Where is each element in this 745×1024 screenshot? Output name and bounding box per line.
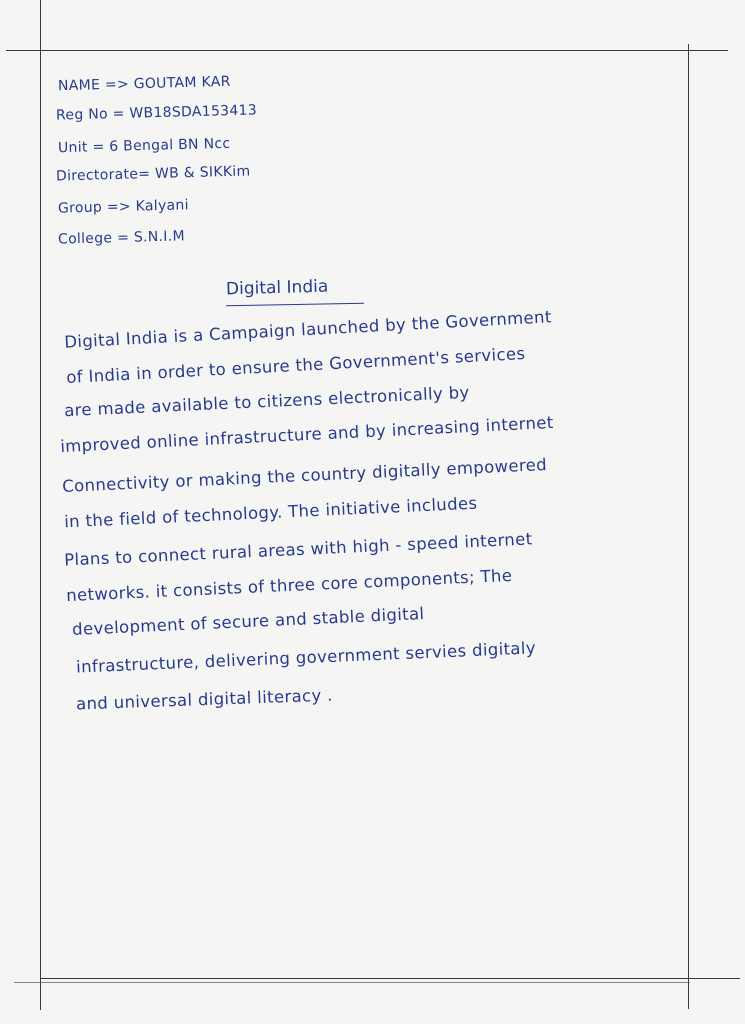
top-margin-line: [6, 50, 728, 51]
group-line: Group => Kalyani: [57, 197, 190, 217]
title-underline: [226, 303, 364, 306]
bottom-margin-line: [40, 978, 740, 979]
unit-line: Unit = 6 Bengal BN Ncc: [57, 135, 231, 157]
essay-line: and universal digital literacy .: [75, 685, 334, 714]
left-margin-line: [40, 0, 41, 1010]
essay-line: infrastructure, delivering government servies digitaly: [75, 638, 537, 677]
directorate-line: Directorate= WB & SIKKim: [55, 163, 251, 185]
essay-line: Digital India is a Campaign launched by the Government: [63, 307, 553, 352]
essay-line: of India in order to ensure the Government's services: [65, 343, 526, 388]
essay-line: Plans to connect rural areas with high - speed internet: [63, 529, 533, 570]
essay-line: improved online infrastructure and by increasing internet: [59, 412, 555, 457]
right-margin-line: [688, 44, 689, 1009]
essay-line: are made available to citizens electronically by: [63, 382, 470, 421]
reg-no-line: Reg No = WB18SDA153413: [55, 102, 258, 124]
essay-line: development of secure and stable digital: [71, 604, 425, 639]
essay-line: Connectivity or making the country digitally empowered: [61, 455, 548, 496]
essay-line: in the field of technology. The initiative includes: [63, 493, 478, 532]
college-line: College = S.N.I.M: [57, 228, 186, 248]
bottom-margin-line-faint: [14, 982, 690, 983]
essay-title: Digital India: [225, 276, 329, 300]
name-line: NAME => GOUTAM KAR: [57, 73, 231, 95]
essay-line: networks. it consists of three core components; The: [65, 565, 513, 606]
